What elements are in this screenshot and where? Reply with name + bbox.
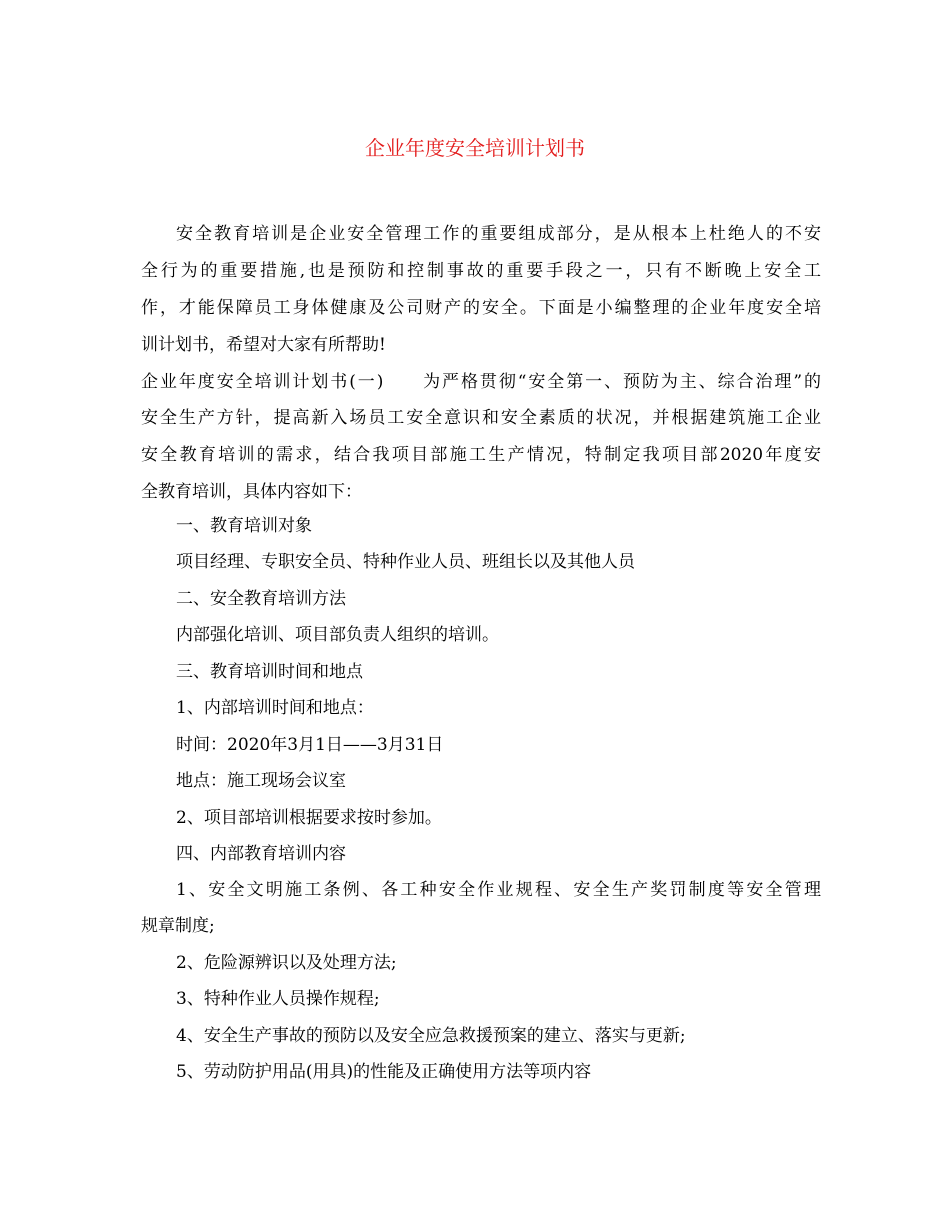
- intro-line-3: 作，才能保障员工身体健康及公司财产的安全。下面是小编整理的企业年度安全培: [141, 298, 821, 318]
- intro-line-4: 训计划书，希望对大家有所帮助!: [141, 335, 386, 355]
- intro-line-1: 安全教育培训是企业安全管理工作的重要组成部分，是从根本上杜绝人的不安: [176, 224, 821, 244]
- section-heading-1: 一、教育培训对象: [176, 516, 312, 536]
- section-item: 2、危险源辨识以及处理方法;: [176, 953, 397, 973]
- section-item: 时间：2020年3月1日——3月31日: [176, 735, 444, 755]
- section-item: 1、安全文明施工条例、各工种安全作业规程、安全生产奖罚制度等安全管理: [176, 880, 821, 900]
- intro-line-2: 全行为的重要措施,也是预防和控制事故的重要手段之一，只有不断晚上安全工: [141, 261, 821, 281]
- section-heading-4: 四、内部教育培训内容: [176, 844, 346, 864]
- section-item: 4、安全生产事故的预防以及安全应急救援预案的建立、落实与更新;: [176, 1026, 686, 1046]
- section-item: 地点：施工现场会议室: [176, 771, 346, 791]
- section-heading-3: 三、教育培训时间和地点: [176, 662, 363, 682]
- plan-line-3: 安全教育培训的需求，结合我项目部施工生产情况，特制定我项目部2020年度安: [141, 445, 821, 465]
- section-heading-2: 二、安全教育培训方法: [176, 589, 346, 609]
- section-item: 2、项目部培训根据要求按时参加。: [176, 808, 442, 828]
- plan-line-2: 安全生产方针，提高新入场员工安全意识和安全素质的状况，并根据建筑施工企业: [141, 408, 821, 428]
- plan-line-4: 全教育培训，具体内容如下：: [141, 482, 362, 502]
- section-text: 内部强化培训、项目部负责人组织的培训。: [176, 625, 499, 645]
- section-item: 3、特种作业人员操作规程;: [176, 989, 380, 1009]
- plan-line-1: 企业年度安全培训计划书(一) 为严格贯彻“安全第一、预防为主、综合治理”的: [141, 372, 821, 392]
- section-item: 5、劳动防护用品(用具)的性能及正确使用方法等项内容: [176, 1062, 592, 1082]
- document-title: 企业年度安全培训计划书: [365, 136, 585, 160]
- section-text: 项目经理、专职安全员、特种作业人员、班组长以及其他人员: [176, 552, 635, 572]
- section-item: 1、内部培训时间和地点：: [176, 698, 374, 718]
- section-item-continued: 规章制度;: [141, 916, 215, 936]
